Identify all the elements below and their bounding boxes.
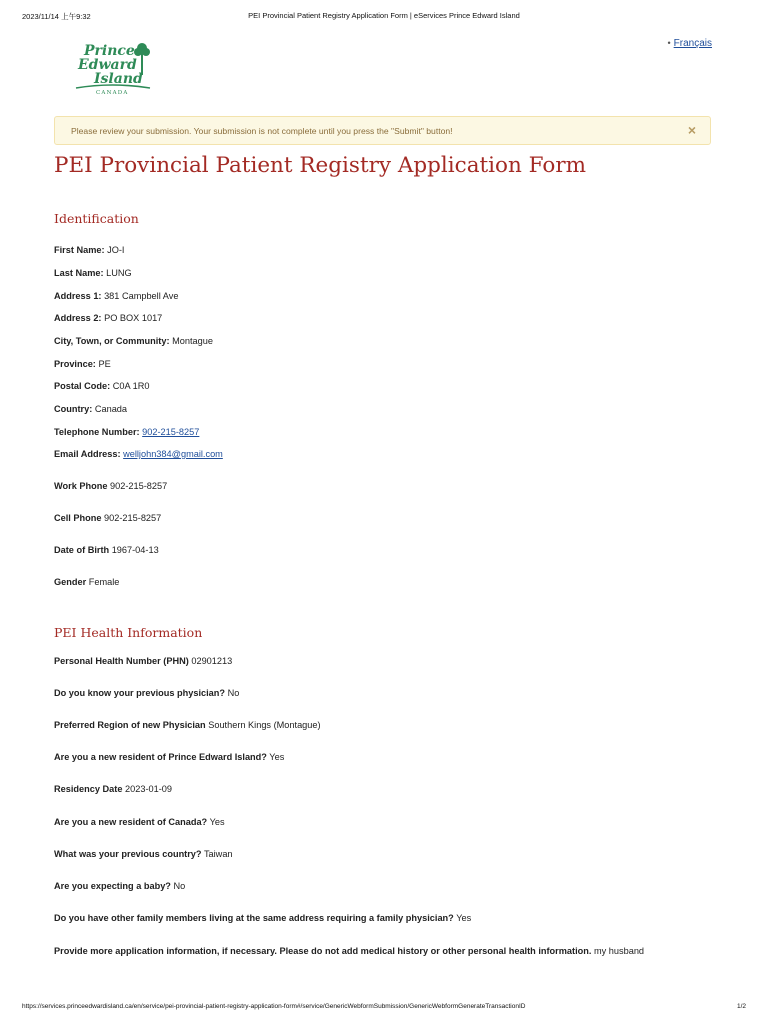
field-address-1: [54, 291, 178, 301]
field-value: Montague: [172, 336, 213, 346]
field-value: Canada: [94, 404, 128, 414]
field-label: Personal Health Number (PHN): [54, 656, 189, 666]
review-alert: [54, 116, 711, 145]
field-label: Telephone Number:: [54, 427, 140, 437]
logo-word-prince: Prince: [84, 43, 135, 59]
print-url: https://services.princeedwardisland.ca/en/service/pei-provincial-patient-registry-application-form#/service/GenericWebformSubmission/GenericWebformGenerateTransactionID: [22, 1003, 526, 1010]
field-label: Provide more application information, if necessary. Please do not add medical history or other personal health information.: [54, 946, 592, 956]
field-additional-info: [54, 946, 644, 956]
field-value: Taiwan: [203, 849, 233, 859]
field-value: 902-215-8257: [110, 481, 168, 491]
field-value: PO BOX 1017: [104, 313, 163, 323]
field-label: Are you expecting a baby?: [54, 881, 171, 891]
field-preferred-region: [54, 720, 321, 730]
alert-message: Please review your submission. Your submission is not complete until you press the "Submit" button!: [71, 126, 453, 136]
field-label: Address 2:: [54, 313, 102, 323]
field-label: Postal Code:: [54, 381, 111, 391]
field-label: Work Phone: [54, 481, 108, 491]
language-link-francais[interactable]: Français: [673, 38, 712, 49]
field-label: Last Name:: [54, 268, 104, 278]
field-cell-phone: [54, 513, 161, 523]
field-label: First Name:: [54, 245, 105, 255]
field-value: LUNG: [106, 268, 132, 278]
field-label: Are you a new resident of Prince Edward Island?: [54, 752, 267, 762]
field-new-resident-canada: [54, 817, 225, 827]
field-value: No: [173, 881, 186, 891]
field-label: Do you know your previous physician?: [54, 688, 226, 698]
field-value: Female: [88, 577, 120, 587]
field-value: 902-215-8257: [104, 513, 162, 523]
field-value: 2023-01-09: [125, 784, 172, 794]
field-label: Are you a new resident of Canada?: [54, 817, 208, 827]
field-value: PE: [98, 359, 111, 369]
field-label: City, Town, or Community:: [54, 336, 170, 346]
field-value: No: [227, 688, 240, 698]
language-switcher: [667, 38, 712, 49]
field-label: Address 1:: [54, 291, 102, 301]
field-last-name: [54, 268, 132, 278]
print-date: 2023/11/14 上午9:32: [22, 12, 91, 21]
field-value: 1967-04-13: [111, 545, 159, 555]
field-first-name: [54, 245, 124, 255]
field-label: Cell Phone: [54, 513, 102, 523]
field-residency-date: [54, 784, 172, 794]
logo-word-canada: CANADA: [96, 90, 129, 96]
bullet-icon: •: [667, 38, 671, 48]
section-health-heading: PEI Health Information: [54, 625, 203, 640]
field-expecting-baby: [54, 881, 185, 891]
field-value: Yes: [209, 817, 225, 827]
close-icon[interactable]: ×: [687, 122, 696, 138]
field-label: Date of Birth: [54, 545, 110, 555]
field-country: [54, 404, 127, 414]
print-footer: [22, 1003, 746, 1015]
field-city: [54, 336, 213, 346]
pei-logo-graphic: [72, 38, 154, 96]
logo-word-edward: Edward: [78, 57, 137, 73]
field-value: Yes: [456, 913, 472, 923]
logo-word-island: Island: [94, 71, 143, 87]
field-value: 02901213: [191, 656, 233, 666]
field-value: 381 Campbell Ave: [104, 291, 179, 301]
field-label: Residency Date: [54, 784, 123, 794]
pei-logo[interactable]: [72, 38, 154, 96]
field-postal-code: [54, 381, 150, 391]
field-label: Email Address:: [54, 449, 121, 459]
field-value: C0A 1R0: [112, 381, 150, 391]
field-email: [54, 449, 223, 459]
field-value: my husband: [593, 946, 645, 956]
field-label: Do you have other family members living at the same address requiring a family physician?: [54, 913, 454, 923]
field-label: Province:: [54, 359, 96, 369]
field-previous-country: [54, 849, 233, 859]
field-value: Yes: [269, 752, 285, 762]
field-label: Country:: [54, 404, 93, 414]
field-family-members: [54, 913, 471, 923]
field-phn: [54, 656, 232, 666]
print-header: [22, 11, 746, 23]
field-label: What was your previous country?: [54, 849, 202, 859]
email-link[interactable]: welljohn384@gmail.com: [123, 449, 223, 459]
section-identification-heading: Identification: [54, 211, 139, 226]
field-address-2: [54, 313, 162, 323]
print-page-number: 1/2: [736, 1003, 746, 1010]
print-document-title: PEI Provincial Patient Registry Application Form | eServices Prince Edward Island: [248, 11, 520, 20]
field-label: Preferred Region of new Physician: [54, 720, 206, 730]
field-telephone: [54, 427, 199, 437]
field-value: Southern Kings (Montague): [208, 720, 321, 730]
field-province: [54, 359, 111, 369]
field-gender: [54, 577, 119, 587]
field-value: JO-I: [107, 245, 125, 255]
telephone-link[interactable]: 902-215-8257: [142, 427, 200, 437]
field-work-phone: [54, 481, 167, 491]
page-title: PEI Provincial Patient Registry Application Form: [54, 153, 587, 178]
field-label: Gender: [54, 577, 87, 587]
field-date-of-birth: [54, 545, 159, 555]
field-previous-physician: [54, 688, 239, 698]
field-new-resident-pei: [54, 752, 284, 762]
